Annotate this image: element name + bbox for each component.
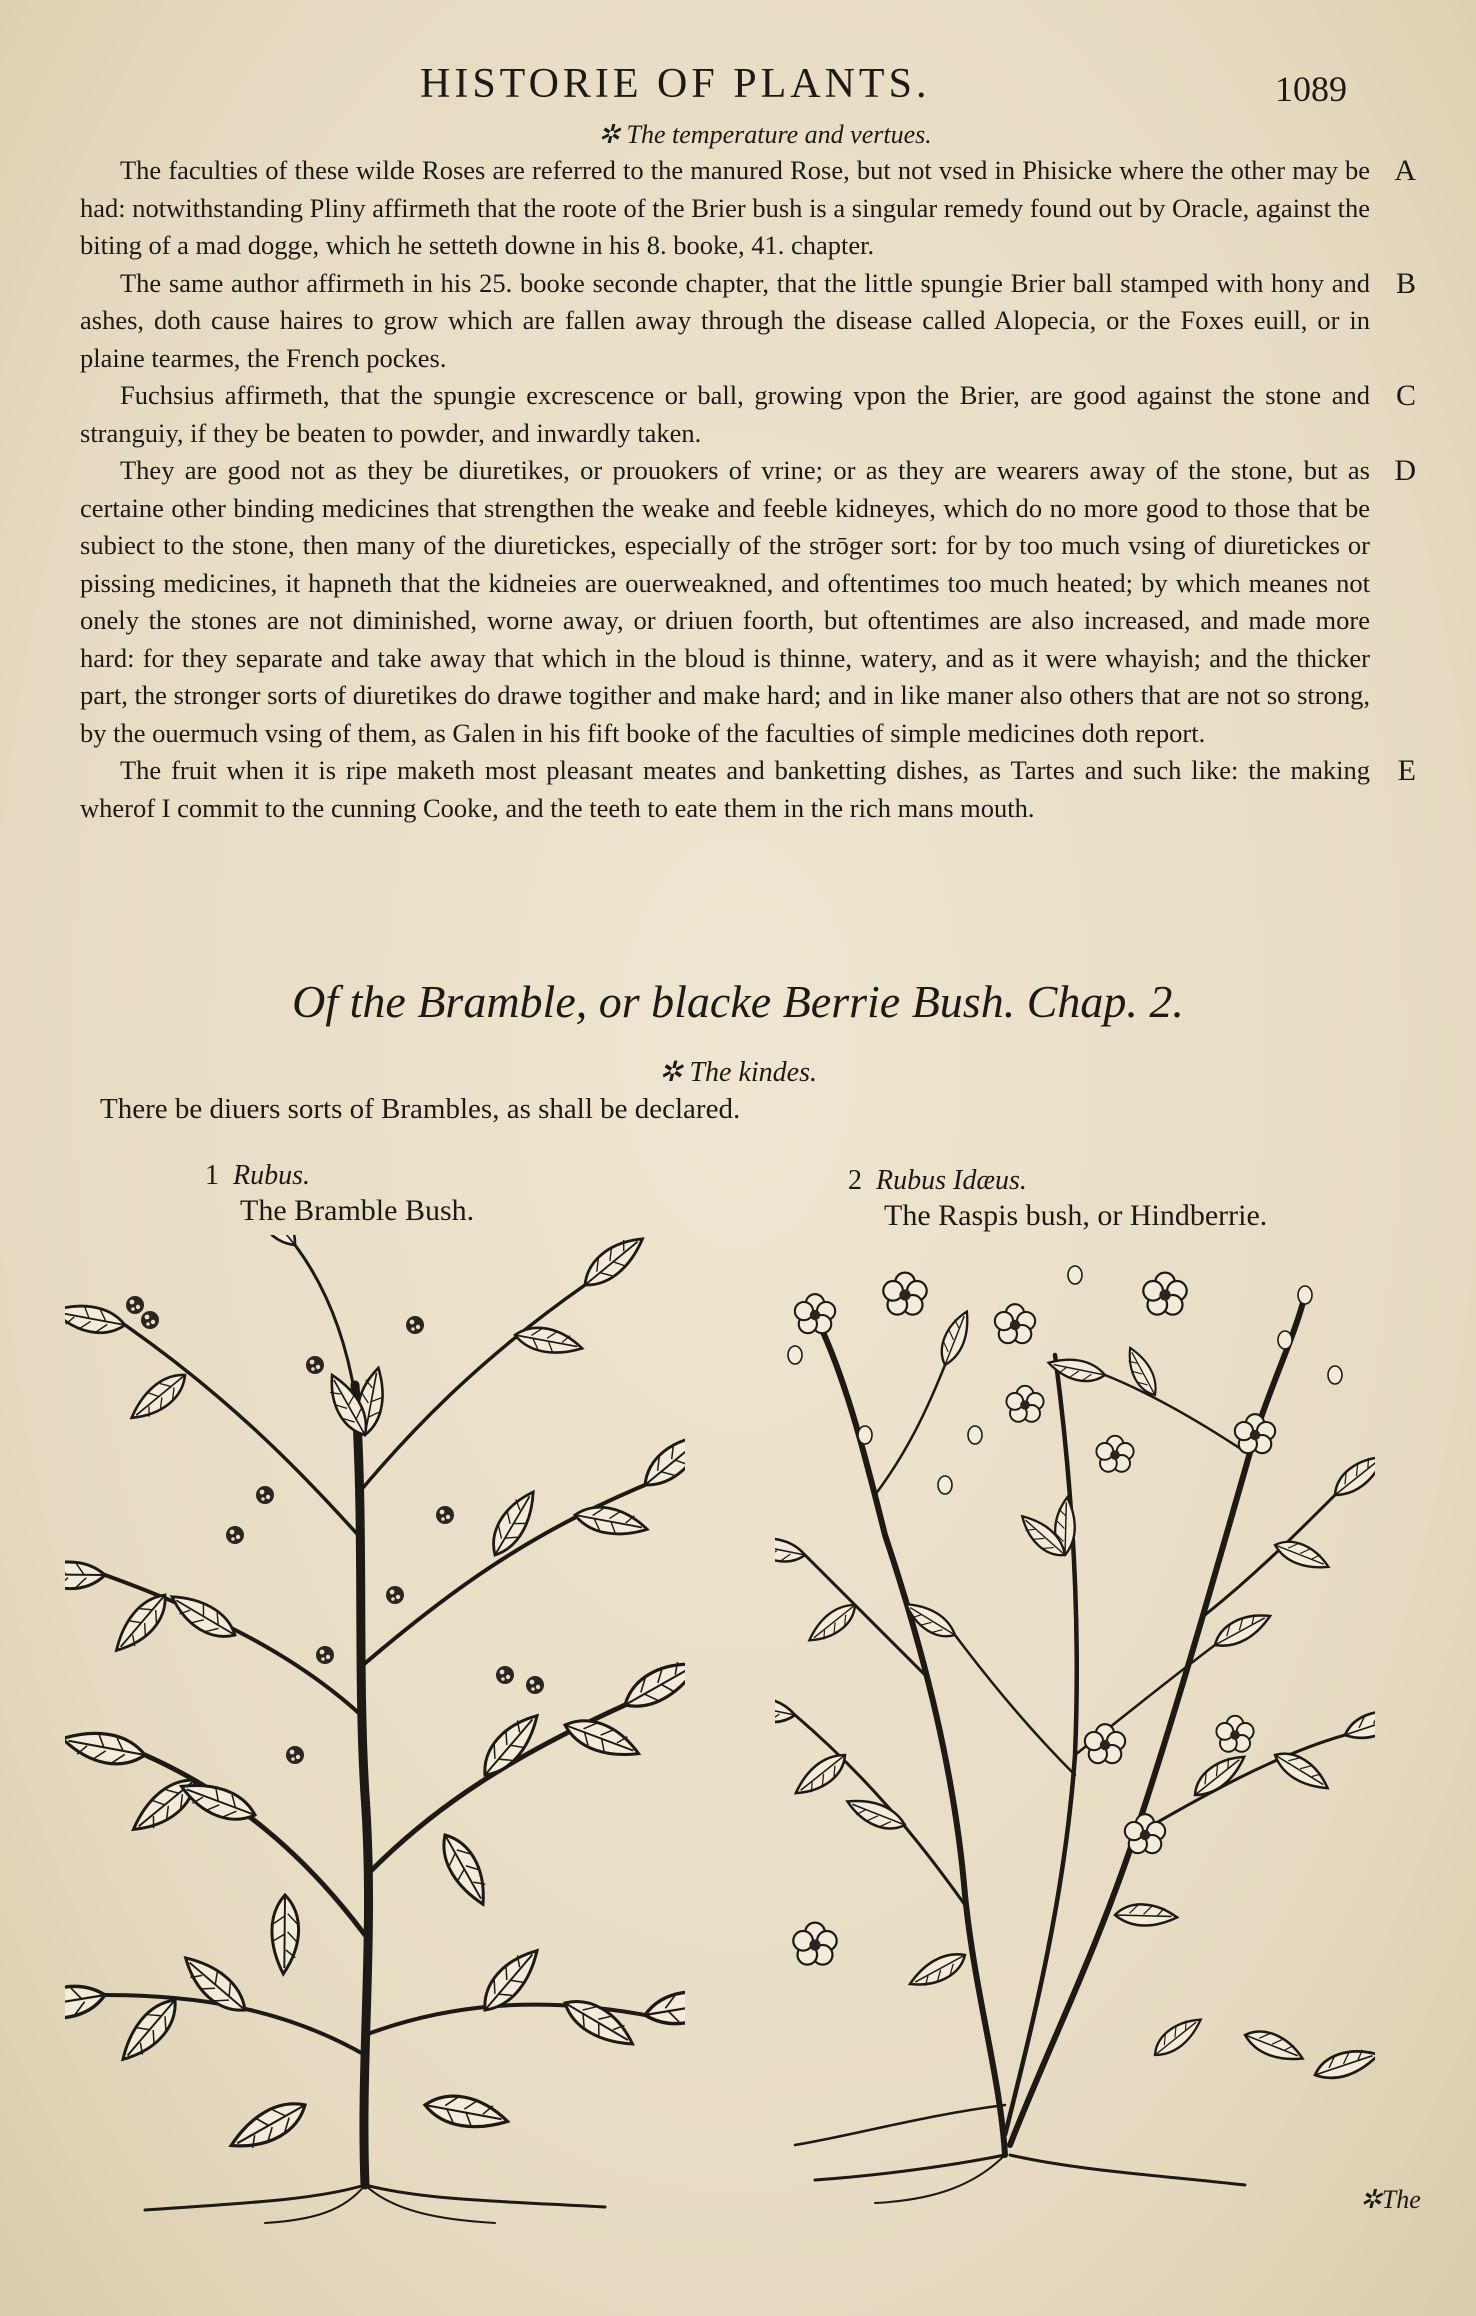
catchword: ✲The [1360,2185,1421,2214]
margin-letter: C [1395,379,1416,412]
paragraph-d [80,452,1416,752]
margin-letter: D [1394,454,1416,487]
section-heading: ✲ The temperature and vertues. [598,120,932,149]
page-number: 1089 [1275,69,1347,109]
figure-english-name: The Bramble Bush. [240,1194,475,1227]
figure-number: 2 [848,1165,862,1196]
paragraph-c [80,377,1416,452]
paragraph-text: Fuchsius affirmeth, that the spungie excrescence or ball, growing vpon the Brier, are good against the stone and stranguiy, if they be beaten to powder, and inwardly taken. [80,380,1370,448]
section-temperature-vertues [80,118,1416,827]
chapter-title: Of the Bramble, or blacke Berrie Bush. Chap. 2. [292,976,1184,1027]
paragraph-b [80,265,1416,378]
margin-letter: A [1394,154,1416,187]
paragraph-e [80,752,1416,827]
figure-caption-2 [848,1165,1267,1233]
paragraph-text: The fruit when it is ripe maketh most pleasant meates and banketting dishes, as Tartes and such like: the making wherof I commit to the cunning Cooke, and the teeth to eate them in the rich mans mouth. [80,755,1370,823]
kinds-heading: ✲ The kindes. [659,1057,817,1088]
running-head [0,60,1476,120]
paragraph-text: The faculties of these wilde Roses are referred to the manured Rose, but not vsed in Phisicke where the other may be had: notwithstanding Pliny affirmeth that the roote of the Brier bush is a singular remedy found out by Oracle, against the biting of a mad dogge, which he setteth downe in his 8. booke, 41. chapter. [80,155,1370,260]
running-title: HISTORIE OF PLANTS. [420,61,931,107]
raspis-bush-woodcut [775,1255,1375,2205]
margin-letter: B [1395,266,1416,300]
paragraph-text: They are good not as they be diuretikes, or prouokers of vrine; or as they are wearers away of the stone, but as certaine other binding medicines that strengthen the weake and feeble kidneyes, which do no more good to those that be subiect to the stone, then many of the diuretickes, especially of the strōger sort: for by too much vsing of diuretickes or pissing medicines, it hapneth that the kidneies are ouerweakned, and oftentimes too much heated; by which meanes not onely the stones are not diminished, worne away, or driuen foorth, but oftentimes are also increased, and made more hard: for they separate and take away that which in the bloud is thinne, watery, and as it were whayish; and the thicker part, the stronger sorts of diuretikes do drawe togither and make hard; and in like maner also others that are not so strong, by the ouermuch vsing of them, as Galen in his fift booke of the faculties of simple medicines doth report. [80,455,1370,748]
figure-english-name: The Raspis bush, or Hindberrie. [884,1199,1268,1232]
paragraph-a [80,152,1416,265]
paragraph-text: The same author affirmeth in his 25. booke seconde chapter, that the little spungie Brier ball stamped with hony and ashes, doth cause haires to grow which are fallen away through the disease called Alopecia, or the Foxes euill, or in plaine tearmes, the French pockes. [80,267,1370,373]
figure-latin-name: Rubus. [233,1160,310,1191]
figure-number: 1 [205,1160,219,1191]
figure-latin-name: Rubus Idæus. [876,1165,1027,1196]
figure-caption-1 [205,1160,474,1228]
margin-letter: E [1397,754,1416,787]
kinds-text: There be diuers sorts of Brambles, as shall be declared. [100,1093,741,1125]
bramble-bush-woodcut [65,1235,685,2225]
